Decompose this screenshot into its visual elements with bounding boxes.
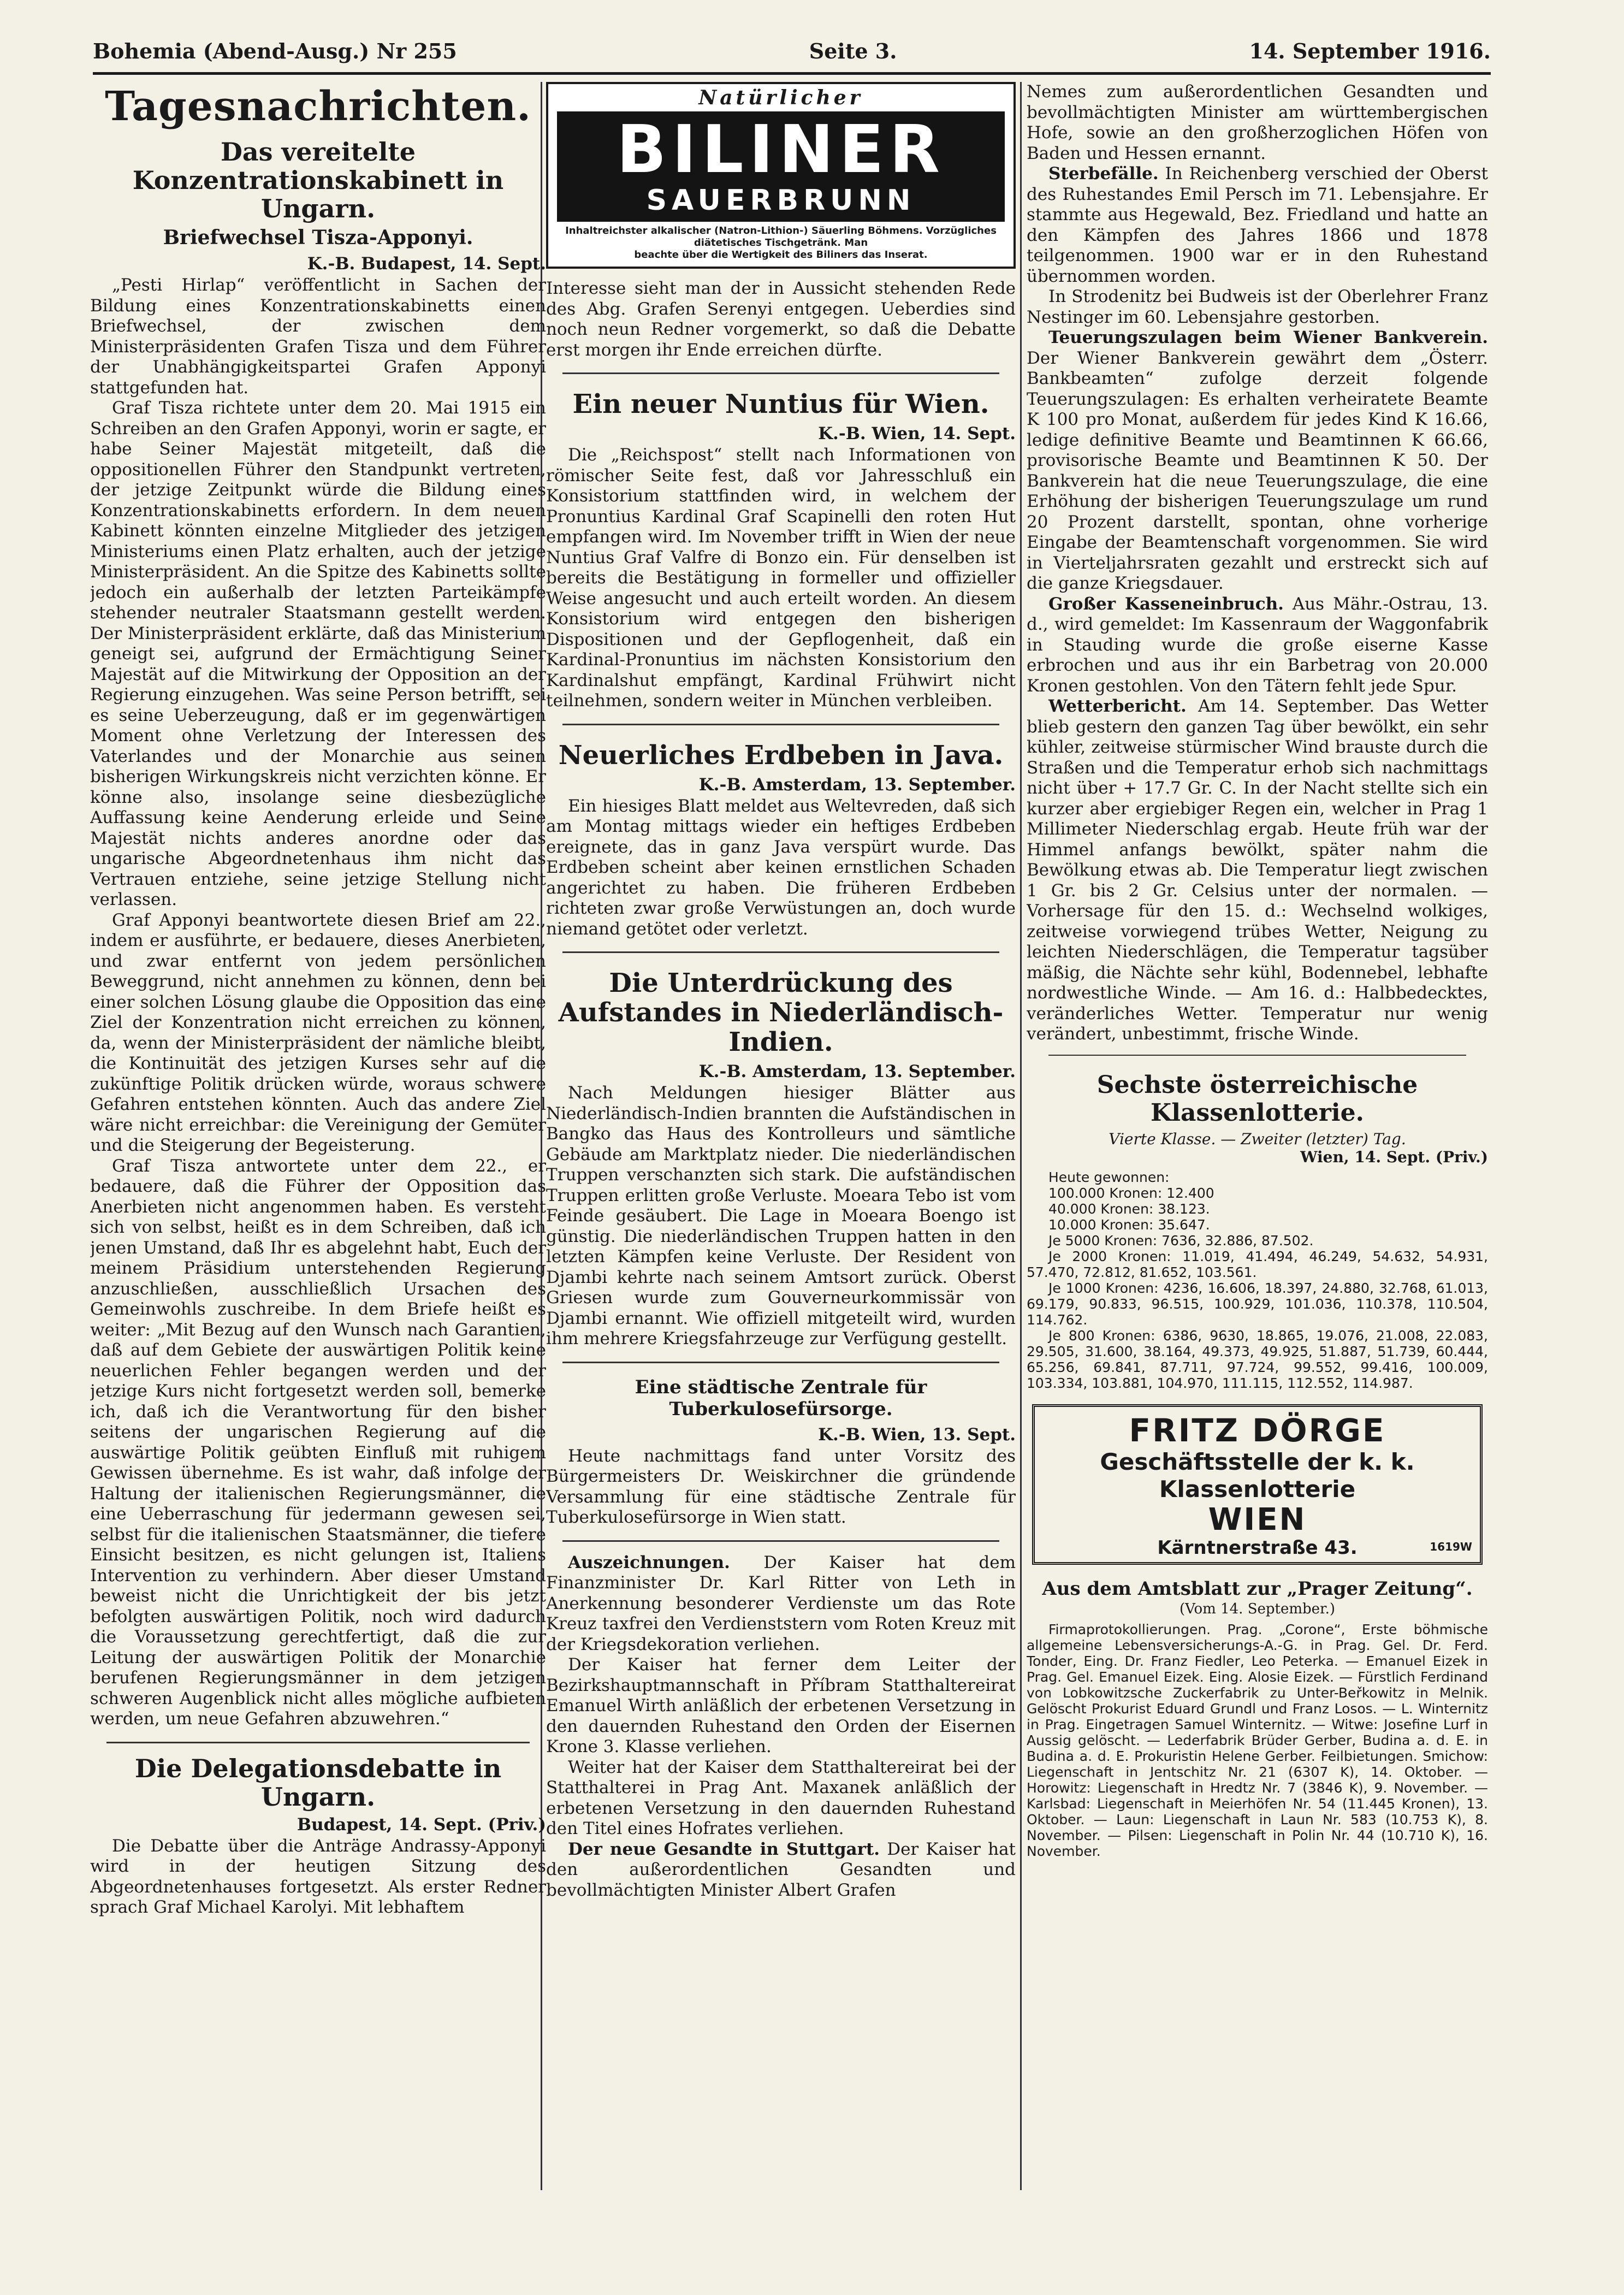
lottery-line: Je 5000 Kronen: 7636, 32.886, 87.502. (1048, 1232, 1314, 1249)
article-dateline: Budapest, 14. Sept. (Priv.) (297, 1814, 546, 1835)
article-aufstand (546, 968, 1016, 1350)
article-divider (562, 372, 999, 374)
ad-brand-box (557, 111, 1005, 222)
ad-business: Geschäftsstelle der k. k. Klassenlotterie (1100, 1448, 1415, 1503)
article-paragraph (546, 1839, 1016, 1901)
article-headline: Aus dem Amtsblatt zur „Prager Zeitung“. (1042, 1577, 1473, 1600)
article-dateline: K.-B. Wien, 14. Sept. (818, 424, 1016, 443)
article-lead: Teuerungszulagen beim Wiener Bankverein. (1048, 328, 1488, 347)
article-paragraph (546, 1553, 1016, 1655)
header-rule (93, 72, 1491, 75)
article-paragraph: „Pesti Hirlap“ veröffentlicht in Sachen der Bildung eines Konzentrationskabinetts einen Briefwechsel, der zwischen dem Ministerpräsidenten Grafen Tisza und dem Führer der Unabhängigkeitspartei Grafen Apponyi stattgefunden hat. (90, 275, 546, 398)
lottery-line: 10.000 Kronen: 35.647. (1048, 1216, 1210, 1233)
lottery-line: Heute gewonnen: (1048, 1169, 1170, 1185)
article-paragraph: Graf Tisza antwortete unter dem 22., er bedauere, daß die Führer der Opposition das Anerbieten nicht angenommen haben. Es versteht sich von selbst, heißt es in dem Schreiben, daß ich jenen Umstand, daß Ihr es abgelehnt habt, Euch der meinem Präsidium unterstehenden Regierung anzuschließen, ausschließlich Ursachen des Gemeinwohls zuschreibe. In dem Briefe heißt es weiter: „Mit Bezug auf den Wunsch nach Garantien, daß auf dem Gebiete der auswärtigen Politik keine neuerlichen Fehler begangen werden und der jetzige Kurs nicht fortgesetzt werden soll, bemerke ich, daß ich die Verantwortung für den bisher seitens der ungarischen Regierung auf die auswärtige Politik geübten Einfluß mit ruhigem Gewissen übernehme. Es ist wahr, daß infolge der Haltung der italienischen Regierungsmänner, die eine Ueberraschung für jedermann gewesen sei, selbst für die italienischen Staatsmänner, die tiefere Einsicht besitzen, es nicht gelungen ist, Italiens Intervention zu verhindern. Aber dieser Umstand beweist nicht die Unrichtigkeit der bis jetzt befolgten auswärtigen Politik, noch wird dadurch die Voraussetzung gerechtfertigt, daß die zur Leitung der auswärtigen Politik der Monarchie berufenen Regierungsmänner in dem jetzigen schweren Augenblick nicht alles mögliche aufbieten werden, um neue Gefahren abzuwehren.“ (90, 1156, 546, 1729)
article-lead: Auszeichnungen. (568, 1552, 730, 1572)
article-dateline: K.-B. Amsterdam, 13. September. (698, 774, 1016, 795)
article-text: Der Kaiser hat den außerordentlichen Gesandten und bevollmächtigten Minister Albert Grafen (546, 1839, 1016, 1900)
article-headline: Die Unterdrückung des Aufstandes in Niederländisch-Indien. (558, 968, 1004, 1057)
ad-address (1042, 1537, 1472, 1559)
article-paragraph (1027, 164, 1488, 287)
ad-brand-name: BILINER (616, 112, 946, 188)
article-auszeichnungen (546, 1553, 1016, 1901)
article-divider (562, 1362, 999, 1363)
article-paragraph: Die Debatte über die Anträge Andrassy-Apponyi wird in der heutigen Sitzung des Abgeordnetenhauses fortgesetzt. Als erster Redner sprach Graf Michael Karolyi. Mit lebhaftem (90, 1836, 546, 1917)
article-dateline: K.-B. Amsterdam, 13. September. (698, 1062, 1016, 1081)
article-paragraph: In Strodenitz bei Budweis ist der Oberlehrer Franz Nestinger im 60. Lebensjahre gestorben. (1027, 287, 1488, 327)
header-page-number: Seite 3. (809, 38, 897, 63)
section-title: Tagesnachrichten. (105, 83, 531, 130)
article-paragraph (1027, 696, 1488, 1045)
column-2 (546, 82, 1016, 2201)
article-erdbeben (546, 741, 1016, 940)
header-date: 14. September 1916. (1249, 38, 1491, 63)
article-paragraph: Weiter hat der Kaiser dem Statthaltereirat bei der Statthalterei in Prag Ant. Maxanek anläßlich der erbetenen Versetzung in den dauernden Ruhestand den Titel eines Hofrates verliehen. (546, 1757, 1016, 1838)
article-paragraph: Heute nachmittags fand unter Vorsitz des Bürgermeisters Dr. Weiskirchner die gründende Versammlung für eine städtische Zentrale für Tuberkulosefürsorge in Wien statt. (546, 1446, 1016, 1527)
article-subheadline: (Vom 14. September.) (1179, 1600, 1336, 1617)
article-paragraph: Graf Tisza richtete unter dem 20. Mai 1915 ein Schreiben an den Grafen Apponyi, worin er sagte, er habe Seiner Majestät mitgeteilt, daß die oppositionellen Führer den Standpunkt vertreten, der jetzige Zeitpunkt würde die Bildung eines Konzentrationskabinetts erfordern. In dem neuen Kabinett könnten einzelne Mitglieder des jetzigen Ministeriums einen Platz erhalten, auch der jetzige Ministerpräsident. An die Spitze des Kabinetts sollte jedoch ein außerhalb der letzten Parteikämpfe stehender neutraler Staatsmann gestellt werden. Der Ministerpräsident erklärte, daß das Ministerium geneigt sei, aufgrund der Ermächtigung Seiner Majestät auf die Mitwirkung der Opposition an der Regierung einzugehen. Was seine Person betrifft, sei es seine Ueberzeugung, daß er im gegenwärtigen Moment ohne Verletzung der Interessen des Vaterlandes und der Monarchie aus seinen bisherigen Wirkungskreis nicht verzichten könne. Er könne also, insolange seine diesbezügliche Auffassung keine Aenderung erleide und Seine Majestät nichts anderes anordne oder das ungarische Abgeordnetenhaus ihm nicht das Vertrauen entziehe, seine jetzige Stellung nicht verlassen. (90, 398, 546, 909)
ad-small-print: beachte über die Wertigkeit des Biliners das Inserat. (634, 249, 928, 261)
lottery-subtitle: Vierte Klasse. — Zweiter (letzter) Tag. (1109, 1129, 1406, 1148)
biliner-advertisement (546, 82, 1016, 269)
article-headline: Neuerliches Erdbeben in Java. (558, 740, 1004, 771)
article-text: Der Wiener Bankverein gewährt dem „Österr. Bankbeamten“ zufolge derzeit folgende Teuerungszulagen: Es erhalten verheiratete Beamte K 100 pro Monat, außerdem für jedes Kind K 16.66, ledige definitive Beamte und Beamtinnen K 66.66, provisorische Beamte und Beamtinnen K 50. Der Bankverein hat die neue Teuerungszulage, die eine Erhöhung der bisherigen Teuerungszulage um rund 20 Prozent darstellt, spontan, ohne vorherige Eingabe der Beamtenschaft vorgenommen. Sie wird in Vierteljahrsraten gezahlt und erstreckt sich auf die ganze Kriegsdauer. (1027, 348, 1488, 593)
article-paragraph: Firmaprotokollierungen. Prag. „Corone“, Erste böhmische allgemeine Lebensversicherungs-A.-G. in Prag. Gel. Dr. Ferd. Tonder, Eing. Dr. Franz Fiedler, Leo Peterka. — Emanuel Eizek in Prag. Gel. Emanuel Eizek. Eing. Alosie Eizek. — Fürstlich Ferdinand von Lobkowitzsche Zuckerfabrik zu Unter-Beřkowitz in Melnik. Gelöscht Prokurist Eduard Grundl und Franz Losos. — L. Winternitz in Prag. Eingetragen Samuel Winternitz. — Witwe: Josefine Lurf in Aussig gelöscht. — Lederfabrik Brüder Gerber, Budina a. d. E. in Budina a. d. E. Prokuristin Helene Gerber. Feilbietungen. Smichow: Liegenschaft in Jentschitz Nr. 21 (6307 K), 14. Oktober. — Horowitz: Liegenschaft in Hredtz Nr. 7 (3846 K), 9. November. — Karlsbad: Liegenschaft in Meierhöfen Nr. 54 (11.445 Kronen), 13. Oktober. — Laun: Liegenschaft in Laun Nr. 583 (10.753 K), 8. November. — Pilsen: Liegenschaft in Polin Nr. 44 (10.710 K), 16. November. (1027, 1621, 1488, 1859)
ad-city: WIEN (1208, 1501, 1307, 1537)
header-publication: Bohemia (Abend-Ausg.) Nr 255 (93, 38, 457, 63)
article-headline: Ein neuer Nuntius für Wien. (572, 389, 989, 419)
article-divider (562, 724, 999, 725)
article-subheadline: Briefwechsel Tisza-Apponyi. (163, 226, 473, 249)
article-headline: Das vereitelte Konzentrationskabinett in Ungarn. (132, 137, 504, 223)
article-divider (106, 1742, 530, 1743)
article-continuation: Interesse sieht man der in Aussicht stehenden Rede des Abg. Grafen Serenyi entgegen. Ueberdies sind noch neun Redner vorgemerkt, so daß die Debatte erst morgen ihr Ende erreichen dürfte. (546, 279, 1016, 360)
article-text: Aus Mähr.-Ostrau, 13. d., wird gemeldet: Im Kassenraum der Waggonfabrik in Stauding wurde die große eiserne Kasse erbrochen und aus ihr ein Barbetrag von 20.000 Kronen gestohlen. Von den Tätern fehlt jede Spur. (1027, 594, 1488, 696)
article-divider (1048, 1055, 1466, 1056)
ad-small-print: Inhaltreichster alkalischer (Natron-Lithion-) Säuerling Böhmens. Vorzügliches diätetisches Tischgetränk. Man (565, 225, 997, 249)
article-headline: Eine städtische Zentrale für Tuberkulosefürsorge. (635, 1376, 927, 1420)
amtsblatt-section (1027, 1578, 1488, 1859)
lottery-line: 40.000 Kronen: 38.123. (1048, 1200, 1210, 1217)
ad-street: Kärntnerstraße 43. (1157, 1536, 1358, 1559)
article-divider (562, 1540, 999, 1542)
article-paragraph: Ein hiesiges Blatt meldet aus Weltevreden, daß sich am Montag mittags wieder ein heftiges Erdbeben ereignete, das in ganz Java verspürt wurde. Das Erdbeben scheint aber keinen ernstlichen Schaden angerichtet zu haben. Die früheren Erdbeben richteten zwar große Verwüstungen an, doch wurde niemand getötet oder verletzt. (546, 796, 1016, 939)
article-dateline: K.-B. Budapest, 14. Sept. (307, 254, 546, 274)
article-text: In Reichenberg verschied der Oberst des Ruhestandes Emil Persch im 71. Lebensjahre. Er stammte aus Hegewald, Bez. Friedland und hatte an den Kämpfen des Jahres 1866 und 1878 teilgenommen. 1900 war er in den Ruhestand übernommen worden. (1027, 164, 1488, 286)
article-lead: Wetterbericht. (1048, 696, 1187, 716)
column-rule (1020, 82, 1022, 2190)
article-paragraph (1027, 594, 1488, 697)
article-headline: Die Delegationsdebatte in Ungarn. (134, 1753, 502, 1812)
ad-code: 1619W (1430, 1540, 1472, 1553)
lottery-line: Je 800 Kronen: 6386, 9630, 18.865, 19.076, 21.008, 22.083, 29.505, 31.600, 38.164, 49.373, 49.925, 51.887, 51.739, 60.444, 65.256, 69.841, 87.711, 97.724, 99.552, 99.416, 100.009, 103.334, 103.881, 104.970, 111.115, 112.552, 114.987. (1027, 1327, 1488, 1391)
article-divider (562, 951, 999, 953)
ad-brand-subtitle: SAUERBRUNN (646, 184, 916, 217)
article-delegationsdebatte (90, 1754, 546, 1918)
article-continuation: Nemes zum außerordentlichen Gesandten und bevollmächtigten Minister am württembergischen Hofe, sowie an den großherzoglichen Höfen von Baden und Hessen ernannt. (1027, 82, 1488, 163)
lottery-line: Je 2000 Kronen: 11.019, 41.494, 46.249, 54.632, 54.931, 57.470, 72.812, 81.652, 103.561. (1027, 1248, 1488, 1280)
article-lead: Sterbefälle. (1048, 164, 1159, 184)
ad-tagline: Natürlicher (698, 86, 863, 109)
article-paragraph: Der Kaiser hat ferner dem Leiter der Bezirkshauptmannschaft in Příbram Statthaltereirat Emanuel Wirth anläßlich der erbetenen Versetzung in den dauernden Ruhestand den Orden der Eisernen Krone 3. Klasse verliehen. (546, 1655, 1016, 1756)
article-dateline: K.-B. Wien, 13. Sept. (818, 1424, 1016, 1445)
klassenlotterie-results (1027, 1071, 1488, 1391)
article-tuberkulose (546, 1376, 1016, 1528)
article-paragraph: Nach Meldungen hiesiger Blätter aus Niederländisch-Indien brannten die Aufständischen in Bangko das Haus des Kontrolleurs und sämtliche Gebäude am Marktplatz nieder. Die niederländischen Truppen verschanzten sich stark. Die aufständischen Truppen erlitten große Verluste. Moeara Tebo ist vom Feinde gesäubert. Die Lage in Moeara Boengo ist günstig. Die niederländischen Truppen hatten in den letzten Kämpfen keine Verluste. Der Resident von Djambi kehrte nach seinem Amtsort zurück. Oberst Griesen wurde zum Gouverneurkommissär von Djambi ernannt. Wie offiziell mitgeteilt wird, wurden ihm mehrere Kriegsfahrzeuge zur Verfügung gestellt. (546, 1083, 1016, 1348)
dorge-advertisement (1032, 1404, 1483, 1565)
lottery-line: Je 1000 Kronen: 4236, 16.606, 18.397, 24.880, 32.768, 61.013, 69.179, 90.833, 96.515, 100.929, 101.036, 110.378, 110.504, 114.762. (1027, 1280, 1488, 1328)
article-headline: Sechste österreichische Klassenlotterie. (1097, 1070, 1418, 1127)
lottery-dateline: Wien, 14. Sept. (Priv.) (1300, 1148, 1488, 1166)
article-text: Am 14. September. Das Wetter blieb gestern den ganzen Tag über bewölkt, ein sehr kühler, zeitweise stürmischer Wind brauste durch die Straßen und die Temperatur erhob sich nachmittags nicht über + 17.7 Gr. C. In der Nacht stellte sich ein kurzer aber ergiebiger Regen ein, welcher in Prag 1 Millimeter Niederschlag ergab. Heute früh war der Himmel anfangs bewölkt, später nahm die Bewölkung etwas ab. Die Temperatur liegt zwischen 1 Gr. bis 2 Gr. Celsius unter der normalen. — Vorhersage für den 15. d.: Wechselnd wolkiges, zeitweise vorwiegend trübes Wetter, Neigung zu leichten Niederschlägen, die Temperatur tagsüber mäßig, die Nächte sehr kühl, Bodennebel, lebhafte nordwestliche Winde. — Am 16. d.: Halbbedecktes, veränderliches Wetter. Temperatur nur wenig verändert, unbestimmt, frische Winde. (1027, 696, 1488, 1044)
column-3 (1027, 82, 1488, 2201)
article-konzentrationskabinett (90, 138, 546, 1730)
lottery-line: 100.000 Kronen: 12.400 (1048, 1185, 1214, 1201)
page-header (93, 34, 1491, 68)
article-nuntius (546, 389, 1016, 712)
article-text: Der Kaiser hat dem Finanzminister Dr. Karl Ritter von Leth in Anerkennung besonderer Verdienste um das Rote Kreuz taxfrei den Verdienststern vom Roten Kreuz mit der Kriegsdekoration verliehen. (546, 1552, 1016, 1654)
article-lead: Der neue Gesandte in Stuttgart. (568, 1839, 880, 1859)
article-paragraph: Graf Apponyi beantwortete diesen Brief am 22., indem er ausführte, er bedauere, dieses Anerbieten, und zwar entfernt von jedem persönlichen Beweggrund, nicht annehmen zu können, denn bei einer solchen Lösung glaube die Opposition das eine Ziel der Konzentration nicht erreichen zu können, da, wenn der Ministerpräsident der nämliche bleibt, die Kontinuität des jetzigen Kurses sehr auf die zukünftige Politik drücken würde, woraus schwere Gefahren entstehen könnten. Auch das andere Ziel wäre nicht erreichbar: die Vereinigung der Gemüter und die Steigerung der Begeisterung. (90, 910, 546, 1155)
article-lead: Großer Kasseneinbruch. (1048, 594, 1284, 614)
article-paragraph (1027, 328, 1488, 594)
ad-name: FRITZ DÖRGE (1129, 1411, 1386, 1449)
column-1 (90, 82, 546, 2201)
article-paragraph: Die „Reichspost“ stellt nach Informationen von römischer Seite fest, daß vor Jahresschluß ein Konsistorium stattfinden wird, in welchem der Pronuntius Kardinal Graf Scapinelli den roten Hut empfangen wird. Im November trifft in Wien der neue Nuntius Graf Valfre di Bonzo ein. Für denselben ist bereits die Bestätigung in formeller und offizieller Weise angesucht und auch erteilt worden. An diesem Konsistorium wird entgegen den bisherigen Dispositionen und der Gepflogenheit, daß ein Kardinal-Pronuntius im nächsten Konsistorium den Kardinalshut empfängt, Kardinal Frühwirt nicht teilnehmen, sondern weiter in München verbleiben. (546, 445, 1016, 711)
